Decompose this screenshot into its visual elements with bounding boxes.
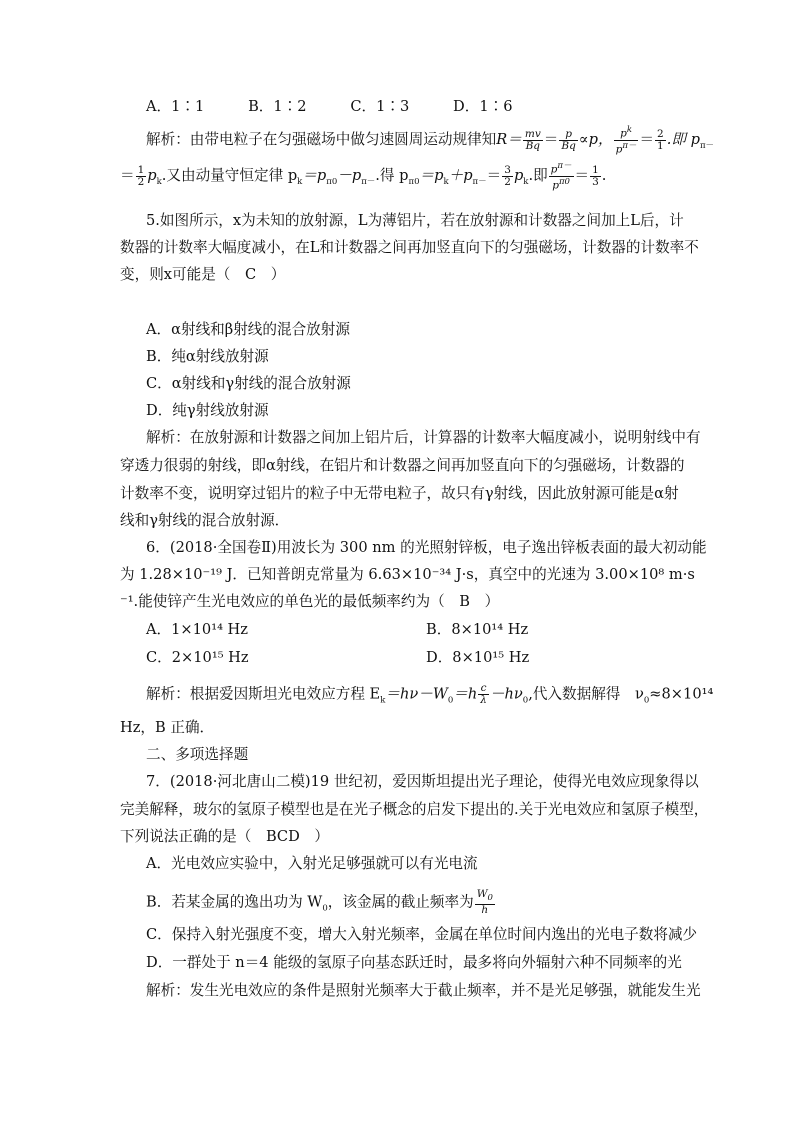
q4-analysis-line1: 解析：由带电粒子在匀强磁场中做匀速圆周运动规律知R＝ $\frac{mv}{Bq}$ ＝ $\frac{p}{Bq}$ ∝p， $\frac{p^k}{p^{\pi-}}$ ＝ $\frac{2}{1}$ .即 $p_{\pi-}$ bbox=[146, 125, 715, 155]
fraction-c-over-lambda: $\frac{c}{\lambda}$ bbox=[480, 682, 487, 706]
q5-analysis-line2: 穿透力很弱的射线，即α射线，在铝片和计数器之间再加竖直向下的匀强磁场，计数器的 bbox=[120, 457, 685, 474]
q5-analysis-line4: 线和γ射线的混合放射源． bbox=[120, 512, 290, 529]
q7-stem-line1: 7．(2018·河北唐山二模)19 世纪初，爱因斯坦提出光子理论，使得光电效应现象得以 bbox=[146, 773, 699, 790]
fraction-W0-over-h: $\frac{W_0}{h}$ bbox=[476, 888, 493, 917]
fraction-p-over-Bq: $\frac{p}{Bq}$ bbox=[561, 127, 576, 152]
q7-option-c: C．保持入射光强度不变，增大入射光频率，金属在单位时间内逸出的光电子数将减少 bbox=[146, 926, 698, 943]
q7-stem-line3: 下列说法正确的是（ BCD ） bbox=[120, 828, 329, 845]
fraction-pk-over-ppi: $\frac{p^k}{p^{\pi-}}$ bbox=[615, 125, 637, 155]
q6-option-a: A．1×10¹⁴ Hz bbox=[146, 621, 248, 638]
fraction-ppi-over-ppi0: $\frac{p^{\pi-}}{p^{\pi 0}}$ bbox=[550, 161, 572, 191]
fraction-mv-over-Bq: $\frac{mv}{Bq}$ bbox=[524, 127, 541, 152]
formula-R: R＝ bbox=[496, 131, 522, 148]
q6-option-d: D．8×10¹⁵ Hz bbox=[426, 649, 530, 666]
q6-stem-line1: 6．(2018·全国卷Ⅱ)用波长为 300 nm 的光照射锌板，电子逸出锌板表面的最大初动能 bbox=[146, 539, 707, 556]
fraction-2-over-1: $\frac{2}{1}$ bbox=[657, 127, 664, 152]
q5-stem-line3: 变，则x可能是（ C ） bbox=[120, 266, 286, 283]
q6-option-c: C．2×10¹⁵ Hz bbox=[146, 649, 249, 666]
q7-option-d: D．一群处于 n＝4 能级的氢原子向基态跃迁时，最多将向外辐射六种不同频率的光 bbox=[146, 954, 682, 971]
fraction-1-over-3: $\frac{1}{3}$ bbox=[592, 163, 599, 188]
section-heading-multiple-choice: 二、多项选择题 bbox=[146, 746, 249, 763]
q6-analysis-line1: 解析：根据爱因斯坦光电效应方程 $E_k=h\nu-W_0=h$ $\frac{c}{\lambda}$ $-h\nu_0$,代入数据解得 $\nu_0\approx 8\times 10^{14}$ bbox=[146, 682, 714, 706]
q5-option-d: D．纯γ射线放射源 bbox=[146, 402, 269, 419]
fraction-1-over-2: $\frac{1}{2}$ bbox=[137, 163, 145, 188]
q7-option-a: A．光电效应实验中，入射光足够强就可以有光电流 bbox=[146, 855, 478, 872]
q5-option-b: B．纯α射线放射源 bbox=[146, 348, 269, 365]
q6-stem-line3: ⁻¹.能使锌产生光电效应的单色光的最低频率约为（ B ） bbox=[120, 593, 500, 610]
q5-analysis-line1: 解析：在放射源和计数器之间加上铝片后，计算器的计数率大幅度减小，说明射线中有 bbox=[146, 429, 701, 446]
q5-analysis-line3: 计数率不变，说明穿过铝片的粒子中无带电粒子，故只有γ射线，因此放射源可能是α射 bbox=[120, 485, 679, 502]
q4-analysis-text: 解析：由带电粒子在匀强磁场中做匀速圆周运动规律知 bbox=[146, 131, 497, 148]
q7-analysis-line1: 解析：发生光电效应的条件是照射光频率大于截止频率，并不是光足够强，就能发生光 bbox=[146, 982, 701, 999]
q4-options: A．1∶1 B．1∶2 C．1∶3 D．1∶6 bbox=[146, 98, 513, 115]
fraction-3-over-2: $\frac{3}{2}$ bbox=[504, 163, 511, 188]
q4-analysis-line2: ＝ $\frac{1}{2}$ $p_k$.又由动量守恒定律 $p_k=p_{\pi 0}-p_{\pi-}$.得 $p_{\pi 0}=p_k+p_{\pi-}=$ $\frac{3}{2}$ $p_k$.即 $\frac{p^{\pi-}}{p^{\pi 0}}$ ＝ $\frac{1}{3}$ . bbox=[120, 161, 607, 191]
q6-option-b: B．8×10¹⁴ Hz bbox=[426, 621, 529, 638]
q5-option-c: C．α射线和γ射线的混合放射源 bbox=[146, 375, 351, 392]
q5-stem-line1: 5.如图所示，x为未知的放射源，L为薄铝片，若在放射源和计数器之间加上L后，计 bbox=[146, 212, 684, 229]
q6-stem-line2: 为 1.28×10⁻¹⁹ J．已知普朗克常量为 6.63×10⁻³⁴ J·s，真空中的光速为 3.00×10⁸ m·s bbox=[120, 566, 695, 583]
q6-analysis-line2: Hz，B 正确． bbox=[120, 719, 215, 736]
q7-stem-line2: 完美解释，玻尔的氢原子模型也是在光子概念的启发下提出的.关于光电效应和氢原子模型， bbox=[120, 801, 709, 818]
q5-option-a: A．α射线和β射线的混合放射源 bbox=[146, 321, 350, 338]
q7-option-b: B．若某金属的逸出功为 $W_0$，该金属的截止频率为 $\frac{W_0}{h}$ bbox=[146, 888, 493, 917]
q5-stem-line2: 数器的计数率大幅度减小，在L和计数器之间再加竖直向下的匀强磁场，计数器的计数率不 bbox=[120, 239, 699, 256]
